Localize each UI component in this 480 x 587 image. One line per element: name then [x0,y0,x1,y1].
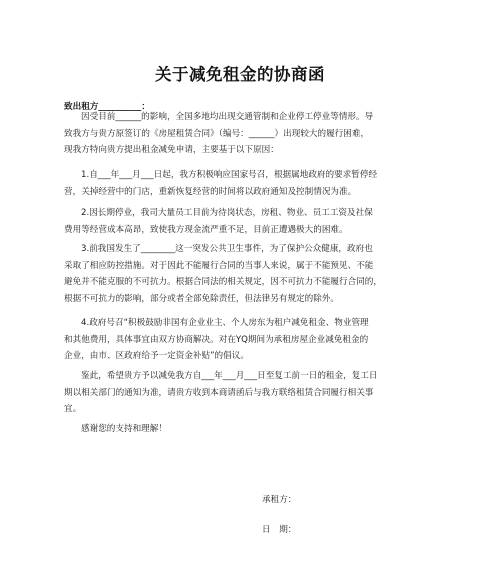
paragraph-line [64,142,416,159]
paragraph-line [64,274,416,291]
line-text: 2.因长期停业，我司大量员工目前为待岗状态，房租、物业、员工工资及社保 [81,208,373,218]
paragraph-line [64,401,416,418]
recipient-line: 致出租方__________： [64,102,150,112]
paragraph-line [64,348,416,365]
paragraph-line [64,385,416,402]
line-text: 1.自___年___月___日起，我方积极响应国家号召，根据属地政府的要求暂停经 [81,170,378,180]
line-text: 致我方与贵方原签订的《房屋租赁合同》（编号：______）出现较大的履行困难， [64,128,370,139]
line-text: 4.政府号召“积极鼓励非国有企业业主、个人房东为租户减免租金、物业管理 [81,318,369,328]
line-text: 宜。 [64,404,82,414]
line-text: 营，关掉经营中的门店，重新恢复经营的时间将以政府通知及控制情况为准。 [64,186,357,197]
paragraph-line [64,241,416,258]
paragraph-intro [64,109,416,159]
document-title: 关于减免租金的协商函 [155,65,325,84]
line-text: 费用等经营成本高昂，致使我方现金流严重不足，目前正遭遇极大的困难。 [64,224,348,235]
line-text: 因受目前______的影响，全国多地均出现交通管制和企业停工停业等情形。导 [81,112,374,122]
line-text: 避免并不能克服的不可抗力。根据合同法的相关规定，因不可抗力不能履行合同的， [64,277,382,287]
paragraph-line [64,167,416,184]
line-text: 企业，由市、区政府给予一定资金补贴”的倡议。 [64,351,249,361]
line-text: 采取了相应防控措施。对于因此不能履行合同的当事人来说，属于不能预见、不能 [64,260,374,271]
line-text: 鉴此，希望贵方予以减免我方自___年___月___日至复工前一日的租金，复工日 [81,371,378,381]
reason-item-2 [64,205,416,238]
paragraph-line [64,332,416,349]
paragraph-line [64,184,416,201]
paragraph-line [64,315,416,332]
line-text: 现我方特向贵方提出租金减免申请，主要基于以下原因： [64,145,279,155]
paragraph-line [64,126,416,143]
line-text: 3.前我国发生了________这一突发公共卫生事件，为了保护公众健康，政府也 [81,244,373,254]
closing-thanks [64,421,416,438]
paragraph-line [64,109,416,126]
paragraph-line [64,421,416,438]
date-signature-label: 日 期： [262,525,297,535]
paragraph-line [64,368,416,385]
paragraph-line [64,222,416,239]
line-text: 和其他费用，具体事宜由双方协商解决。对在YQ期间为承租房屋企业减免租金的 [64,334,369,345]
reason-item-1 [64,167,416,200]
line-text: 根据不可抗力的影响，部分或者全部免除责任，但法律另有规定的除外。 [64,293,340,304]
paragraph-line [64,291,416,308]
paragraph-line [64,258,416,275]
paragraph-request [64,368,416,418]
lessee-signature-label: 承租方： [262,495,297,505]
line-text: 感谢您的支持和理解！ [81,424,167,434]
reason-item-3 [64,241,416,307]
reason-item-4 [64,315,416,365]
paragraph-line [64,205,416,222]
line-text: 期以相关部门的通知为准，请贵方收到本商请函后与我方联络租赁合同履行相关事 [64,387,374,398]
